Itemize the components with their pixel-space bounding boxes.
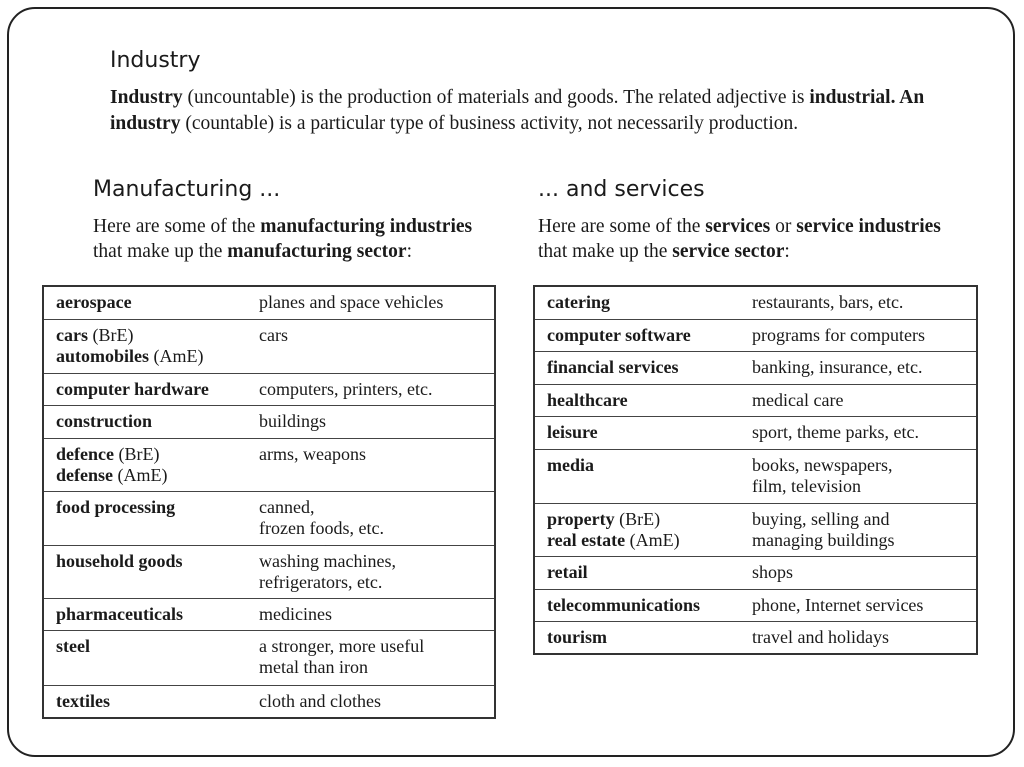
intro-bold: Industry [110,87,183,108]
industry-term: computer hardware [43,373,247,405]
table-row [43,405,495,438]
industry-description: travel and holidays [740,621,977,654]
industry-term: cars (BrE) automobiles (AmE) [43,319,247,373]
industry-description: programs for computers [740,319,977,351]
intro-text: (uncountable) is the production of materials and goods. The related adjective is [182,87,810,108]
industry-term: telecommunications [534,589,740,621]
intro-bold: industrial. An industry [110,87,925,134]
table-row [43,491,495,545]
table-row [534,621,977,654]
table-row [534,351,977,384]
table-row [43,598,495,630]
industry-description: washing machines, refrigerators, etc. [247,545,495,598]
table-row [43,373,495,405]
table-row [43,685,495,718]
industry-description: computers, printers, etc. [247,373,495,405]
table-row [43,545,495,598]
table-row [43,319,495,373]
industry-term: household goods [43,545,247,598]
industry-description: canned, frozen foods, etc. [247,491,495,545]
industry-description: books, newspapers, film, television [740,449,977,503]
industry-term: financial services [534,351,740,384]
table-row [534,319,977,351]
manufacturing-table [42,285,496,719]
industry-term: retail [534,556,740,589]
industry-term: defence (BrE) defense (AmE) [43,438,247,491]
table-row [534,416,977,449]
services-subtitle: Here are some of the services or service industries that make up the service sector: [538,216,941,262]
services-heading: ... and services [538,177,705,202]
table-row [43,630,495,685]
page-title: Industry [110,48,201,73]
table-row [43,286,495,319]
industry-term: computer software [534,319,740,351]
industry-term: tourism [534,621,740,654]
industry-term: healthcare [534,384,740,416]
manufacturing-subtitle: Here are some of the manufacturing industries that make up the manufacturing sector: [93,216,473,262]
industry-term: construction [43,405,247,438]
table-row [43,438,495,491]
industry-description: sport, theme parks, etc. [740,416,977,449]
industry-description: cloth and clothes [247,685,495,718]
table-row [534,449,977,503]
industry-term: aerospace [43,286,247,319]
industry-term: food processing [43,491,247,545]
industry-term: catering [534,286,740,319]
industry-term: leisure [534,416,740,449]
table-row [534,286,977,319]
manufacturing-heading: Manufacturing ... [93,177,281,202]
industry-description: restaurants, bars, etc. [740,286,977,319]
industry-description: phone, Internet services [740,589,977,621]
industry-term: steel [43,630,247,685]
industry-description: buildings [247,405,495,438]
industry-description: medicines [247,598,495,630]
table-row [534,503,977,556]
industry-term: property (BrE) real estate (AmE) [534,503,740,556]
industry-description: cars [247,319,495,373]
industry-term: textiles [43,685,247,718]
table-row [534,384,977,416]
industry-description: a stronger, more useful metal than iron [247,630,495,685]
intro-text: (countable) is a particular type of business activity, not necessarily production. [180,113,799,134]
table-row [534,589,977,621]
industry-description: planes and space vehicles [247,286,495,319]
table-row [534,556,977,589]
industry-description: medical care [740,384,977,416]
industry-description: arms, weapons [247,438,495,491]
intro-paragraph [110,85,930,137]
industry-term: pharmaceuticals [43,598,247,630]
industry-description: shops [740,556,977,589]
industry-description: banking, insurance, etc. [740,351,977,384]
industry-description: buying, selling and managing buildings [740,503,977,556]
services-table [533,285,978,655]
industry-term: media [534,449,740,503]
